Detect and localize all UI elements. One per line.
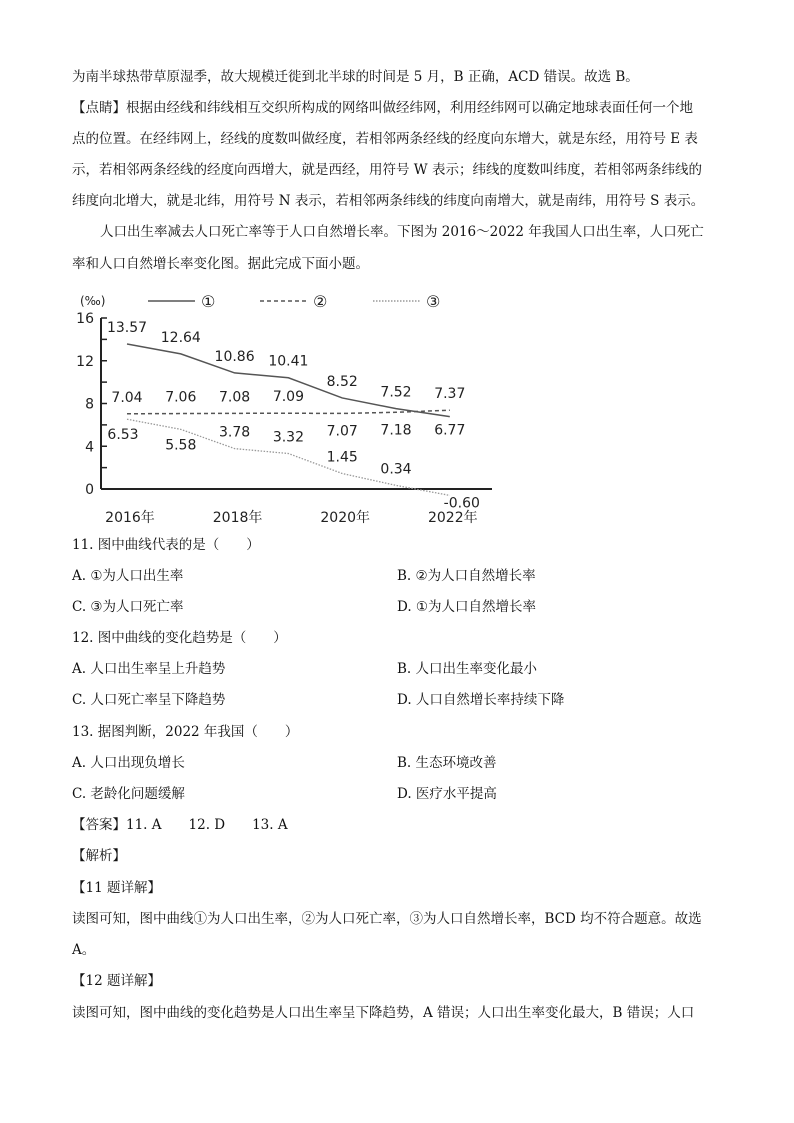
question-stem: 13. 据图判断，2022 年我国（ ）: [72, 724, 299, 740]
series-line-2: [127, 410, 450, 414]
paragraph-line: 【点睛】根据由经线和纬线相互交织所构成的网络叫做经纬网，利用经纬网可以确定地球表面任何一个地: [72, 100, 693, 116]
paragraph-line: 点的位置。在经纬网上，经线的度数叫做经度，若相邻两条经线的经度向东增大，就是东经，用符号 E 表: [72, 131, 698, 147]
data-label: 0.34: [380, 461, 412, 478]
y-tick-label: 8: [85, 396, 94, 413]
y-tick-label: 16: [76, 311, 94, 327]
data-label: 6.53: [107, 427, 139, 444]
option[interactable]: C. ③为人口死亡率: [72, 599, 184, 615]
paragraph-line: A。: [72, 942, 96, 958]
data-label: 12.64: [160, 329, 201, 346]
option[interactable]: B. ②为人口自然增长率: [397, 568, 536, 584]
paragraph-line: 示，若相邻两条经线的经度向西增大，就是西经，用符号 W 表示；纬线的度数叫纬度，若相邻两条纬线的: [72, 162, 702, 178]
option[interactable]: A. 人口出现负增长: [72, 755, 185, 771]
y-tick-label: 4: [85, 439, 94, 456]
data-label: 7.06: [165, 389, 197, 406]
paragraph-line: 人口出生率减去人口死亡率等于人口自然增长率。下图为 2016～2022 年我国人口出生率，人口死亡: [100, 224, 704, 240]
data-label: -0.60: [443, 495, 480, 512]
option[interactable]: D. ①为人口自然增长率: [397, 599, 537, 615]
option[interactable]: B. 生态环境改善: [397, 755, 497, 771]
data-label: 7.37: [434, 386, 466, 403]
data-label: 3.32: [272, 429, 304, 446]
option[interactable]: C. 老龄化问题缓解: [72, 786, 185, 802]
data-label: 5.58: [165, 437, 197, 454]
x-tick-label: 2020年: [320, 510, 371, 526]
data-label: 8.52: [326, 373, 358, 390]
data-label: 1.45: [326, 449, 358, 466]
option[interactable]: B. 人口出生率变化最小: [397, 661, 538, 677]
y-tick-label: 12: [76, 353, 94, 370]
question-stem: 12. 图中曲线的变化趋势是（ ）: [72, 630, 287, 646]
option[interactable]: C. 人口死亡率呈下降趋势: [72, 692, 226, 708]
option[interactable]: D. 人口自然增长率持续下降: [397, 692, 565, 708]
option[interactable]: D. 医疗水平提高: [397, 786, 497, 802]
population-rate-chart: [60, 285, 520, 530]
data-label: 7.08: [219, 389, 251, 406]
option[interactable]: A. 人口出生率呈上升趋势: [72, 661, 226, 677]
data-label: 13.57: [106, 319, 148, 336]
data-label: 10.41: [268, 353, 309, 370]
x-tick-label: 2016年: [105, 510, 155, 526]
data-label: 7.09: [272, 389, 304, 406]
data-label: 7.18: [380, 422, 412, 439]
detail-heading: 【12 题详解】: [72, 973, 161, 989]
data-label: 7.52: [380, 384, 412, 401]
paragraph-line: 读图可知，图中曲线①为人口出生率，②为人口死亡率，③为人口自然增长率，BCD 均不符合题意。故选: [72, 911, 702, 927]
paragraph-line: 纬度向北增大，就是北纬，用符号 N 表示，若相邻两条纬线的纬度向南增大，就是南纬，用符号 S 表示。: [72, 193, 705, 209]
legend-label: ③: [426, 292, 441, 311]
option[interactable]: A. ①为人口出生率: [72, 568, 184, 584]
paragraph-line: 率和人口自然增长率变化图。据此完成下面小题。: [72, 256, 369, 272]
detail-heading: 【11 题详解】: [72, 880, 161, 896]
legend-label: ①: [201, 292, 216, 311]
legend-label: ②: [313, 292, 328, 311]
answer-line: 【答案】11. A 12. D 13. A: [72, 817, 288, 833]
question-stem: 11. 图中曲线代表的是（ ）: [72, 537, 260, 553]
x-tick-label: 2022年: [427, 510, 478, 526]
data-label: 7.07: [326, 423, 358, 440]
y-axis-unit: (‰): [80, 294, 106, 308]
x-tick-label: 2018年: [212, 510, 263, 526]
paragraph-line: 为南半球热带草原湿季，故大规模迁徙到北半球的时间是 5 月，B 正确，ACD 错误。故选 B。: [72, 69, 639, 85]
y-tick-label: 0: [85, 482, 94, 498]
paragraph-line: 读图可知，图中曲线的变化趋势是人口出生率呈下降趋势，A 错误；人口出生率变化最大，B 错误；人口: [72, 1005, 695, 1021]
data-label: 7.04: [111, 389, 143, 406]
data-label: 6.77: [434, 422, 466, 439]
data-label: 10.86: [214, 348, 255, 365]
data-label: 3.78: [219, 424, 251, 441]
analysis-heading: 【解析】: [72, 848, 126, 864]
